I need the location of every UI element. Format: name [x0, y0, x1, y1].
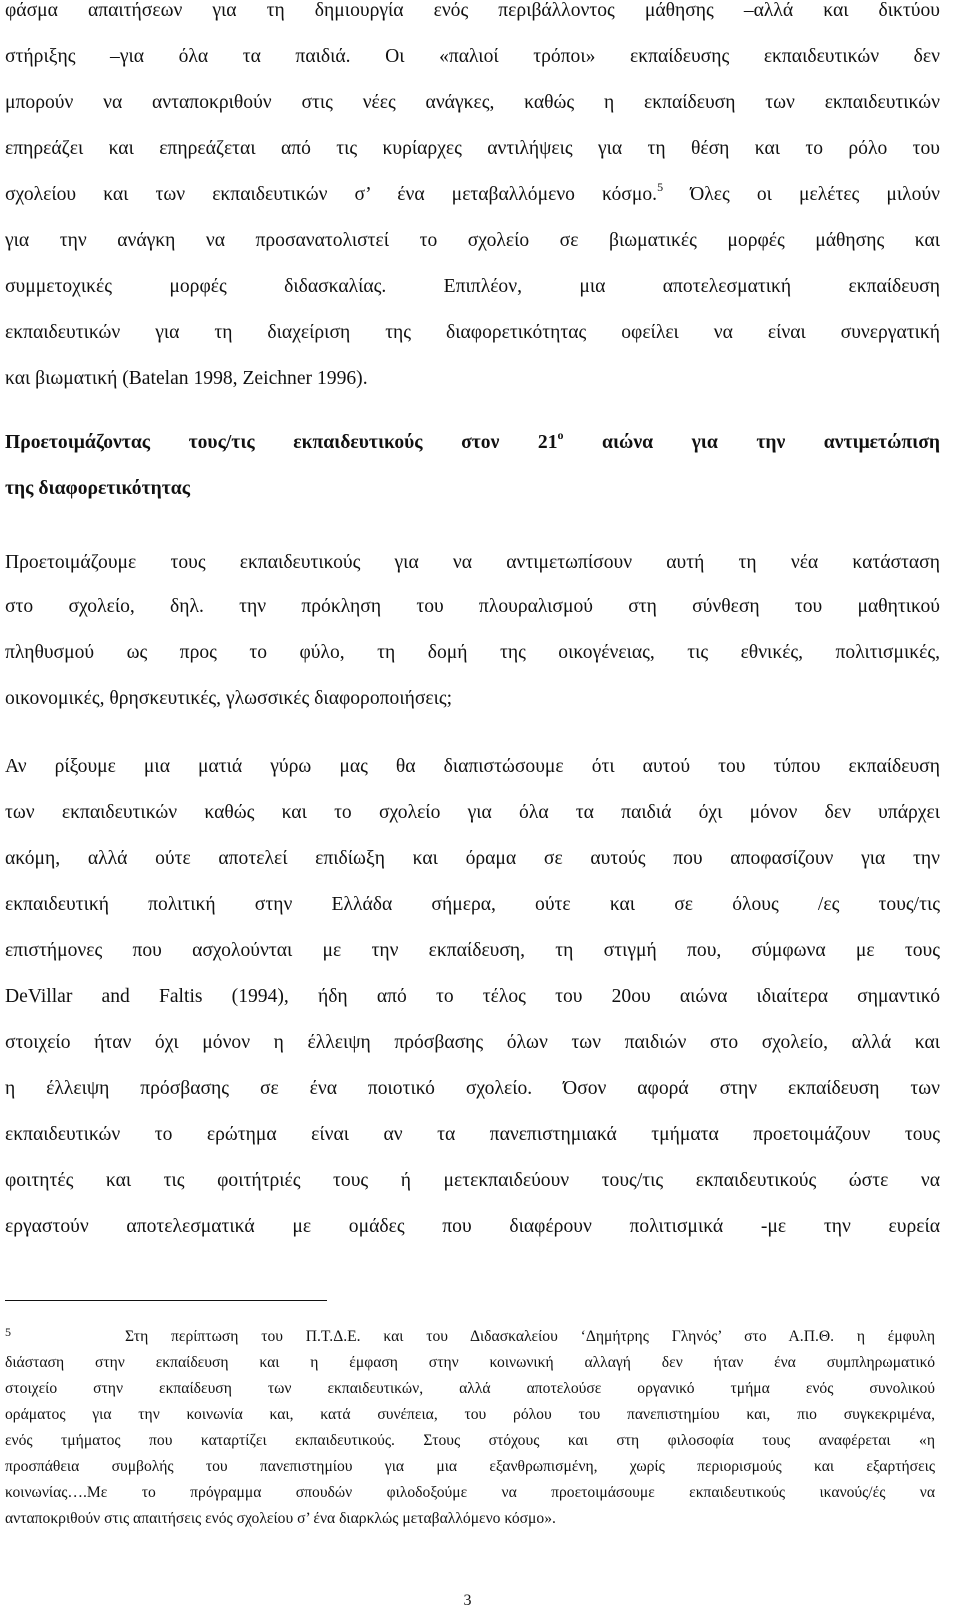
text-line: στήριξης –για όλα τα παιδιά. Οι «παλιοί τρόποι» εκπαίδευσης εκπαιδευτικών δεν	[5, 46, 940, 67]
heading-segment: Προετοιμάζοντας τους/τις εκπαιδευτικούς στον 21	[5, 432, 558, 453]
footnote-line: προσπάθεια συμβολής του πανεπιστημίου για μια εξανθρωπισμένη, χωρίς περιορισμούς και εξαρτήσεις	[5, 1458, 935, 1475]
text-line: στο σχολείο, δηλ. την πρόκληση του πλουραλισμού στη σύνθεση του μαθητικού	[5, 596, 940, 617]
text-segment: Όλες οι μελέτες μιλούν	[690, 184, 941, 205]
footnote-line: ενός τμήματος που καταρτίζει εκπαιδευτικούς. Στους στόχους και στη φιλοσοφία τους αναφέρεται «η	[5, 1432, 935, 1449]
text-line: συμμετοχικές μορφές διδασκαλίας. Επιπλέον, μια αποτελεσματική εκπαίδευση	[5, 276, 940, 297]
text-line-with-footnote-ref	[5, 180, 941, 206]
text-line: επηρεάζει και επηρεάζεται από τις κυρίαρχες αντιλήψεις για τη θέση και το ρόλο του	[5, 138, 940, 159]
footnote-line: διάσταση στην εκπαίδευση και η έμφαση στην κοινωνική αλλαγή δεν ήταν ένα συμπληρωματικό	[5, 1354, 935, 1371]
footnote-separator	[5, 1300, 327, 1301]
text-segment: σχολείου και των εκπαιδευτικών σ’ ένα μεταβαλλόμενο κόσμο.	[5, 184, 658, 205]
text-line: εκπαιδευτικών για τη διαχείριση της διαφορετικότητας οφείλει να είναι συνεργατική	[5, 322, 940, 343]
text-line: φοιτητές και τις φοιτήτριές τους ή μετεκπαιδεύουν τους/τις εκπαιδευτικούς ώστε να	[5, 1170, 940, 1191]
footnote-line	[5, 1325, 935, 1346]
text-line: στοιχείο ήταν όχι μόνον η έλλειψη πρόσβασης όλων των παιδιών στο σχολείο, αλλά και	[5, 1032, 940, 1053]
text-line: DeVillar and Faltis (1994), ήδη από το τέλος του 20ου αιώνα ιδιαίτερα σημαντικό	[5, 986, 940, 1007]
heading-line	[5, 428, 941, 454]
text-line: εκπαιδευτικών το ερώτημα είναι αν τα πανεπιστημιακά τμήματα προετοιμάζουν τους	[5, 1124, 940, 1145]
text-line: εργαστούν αποτελεσματικά με ομάδες που διαφέρουν πολιτισμικά -με την ευρεία	[5, 1216, 940, 1237]
text-line: για την ανάγκη να προσανατολιστεί το σχολείο σε βιωματικές μορφές μάθησης και	[5, 230, 940, 251]
text-line: Προετοιμάζουμε τους εκπαιδευτικούς για να αντιμετωπίσουν αυτή τη νέα κατάσταση	[5, 552, 940, 573]
text-line: μπορούν να ανταποκριθούν στις νέες ανάγκες, καθώς η εκπαίδευση των εκπαιδευτικών	[5, 92, 940, 113]
text-line: επιστήμονες που ασχολούνται με την εκπαίδευση, τη στιγμή που, σύμφωνα με τους	[5, 940, 940, 961]
ordinal-superscript: ο	[557, 428, 564, 442]
page-number: 3	[463, 1592, 472, 1609]
text-line: Αν ρίξουμε μια ματιά γύρω μας θα διαπιστώσουμε ότι αυτού του τύπου εκπαίδευση	[5, 756, 940, 777]
footnote-segment: Στη περίπτωση του Π.Τ.Δ.Ε. και του Διδασκαλείου ‘Δημήτρης Γληνός’ στο Α.Π.Θ. η έμφυλη	[125, 1328, 935, 1345]
text-line: πληθυσμού ως προς το φύλο, τη δομή της οικογένειας, τις εθνικές, πολιτισμικές,	[5, 642, 940, 663]
text-line: εκπαιδευτική πολιτική στην Ελλάδα σήμερα, ούτε και σε όλους /ες τους/τις	[5, 894, 940, 915]
text-line: και βιωματική (Batelan 1998, Zeichner 1996).	[5, 368, 368, 389]
footnote-line: στοιχείο στην εκπαίδευση των εκπαιδευτικών, αλλά αποτελούσε οργανικό τμήμα ενός συνολικού	[5, 1380, 935, 1397]
text-line: φάσμα απαιτήσεων για τη δημιουργία ενός περιβάλλοντος μάθησης –αλλά και δικτύου	[5, 0, 940, 21]
text-line: των εκπαιδευτικών καθώς και το σχολείο για όλα τα παιδιά όχι μόνον δεν υπάρχει	[5, 802, 940, 823]
heading-line: της διαφορετικότητας	[5, 478, 190, 499]
text-line: οικονομικές, θρησκευτικές, γλωσσικές διαφοροποιήσεις;	[5, 688, 453, 709]
footnote-reference: 5	[657, 180, 664, 194]
footnote-line: κοινωνίας….Με το πρόγραμμα σπουδών φιλοδοξούμε να προετοιμάσουμε εκπαιδευτικούς ικανούς/ές να	[5, 1484, 935, 1501]
text-line: η έλλειψη πρόσβασης σε ένα ποιοτικό σχολείο. Όσον αφορά στην εκπαίδευση των	[5, 1078, 940, 1099]
text-line: ακόμη, αλλά ούτε αποτελεί επιδίωξη και όραμα σε αυτούς που αποφασίζουν για την	[5, 848, 940, 869]
heading-segment: αιώνα για την αντιμετώπιση	[602, 432, 941, 453]
footnote-line: ανταποκριθούν στις απαιτήσεις ενός σχολείου σ’ ένα διαρκλώς μεταβαλλόμενο κόσμο».	[5, 1510, 556, 1527]
footnote-line: οράματος για την κοινωνία και, κατά συνέπεια, του ρόλου του πανεπιστημίου και, πιο συγκεκριμένα,	[5, 1406, 935, 1423]
footnote-number: 5	[5, 1325, 11, 1339]
